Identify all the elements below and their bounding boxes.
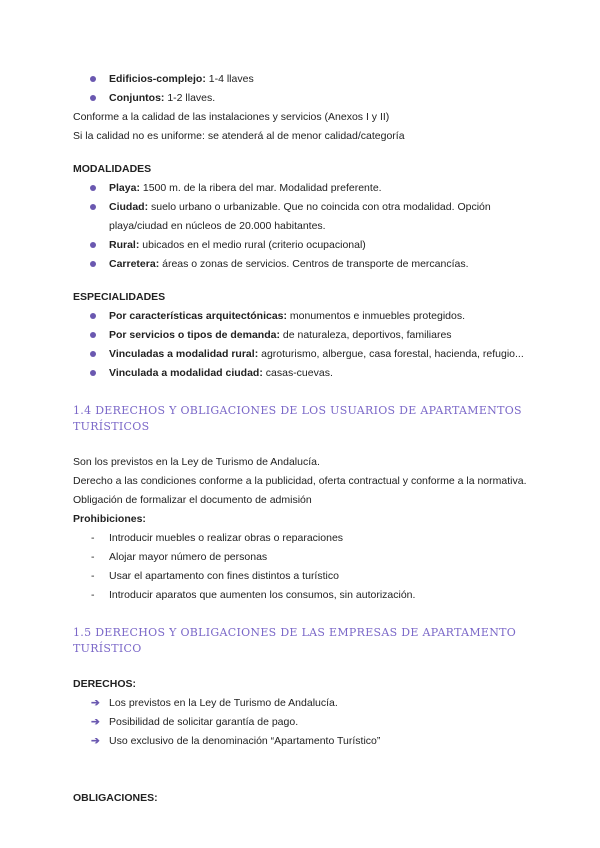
list-item: Vinculada a modalidad ciudad: casas-cuevas. bbox=[73, 364, 543, 383]
bullet-icon bbox=[90, 313, 96, 319]
bullet-icon bbox=[90, 242, 96, 248]
list-item: - Introducir aparatos que aumenten los consumos, sin autorización. bbox=[73, 586, 543, 605]
especialidades-label: ESPECIALIDADES bbox=[73, 291, 166, 303]
modalidades-label: MODALIDADES bbox=[73, 163, 152, 175]
list-item: Por servicios o tipos de demanda: de naturaleza, deportivos, familiares bbox=[73, 326, 543, 345]
dash-icon: - bbox=[91, 570, 95, 582]
list-item: Carretera: áreas o zonas de servicios. Centros de transporte de mercancías. bbox=[73, 255, 543, 274]
dash-icon: - bbox=[91, 589, 95, 601]
paragraph-line: Si la calidad no es uniforme: se atenderá al de menor calidad/categoría bbox=[73, 130, 405, 142]
paragraph-line: Son los previstos en la Ley de Turismo de Andalucía. bbox=[73, 456, 320, 468]
bullet-icon bbox=[90, 332, 96, 338]
section-heading-1-4: 1.4 DERECHOS Y OBLIGACIONES DE LOS USUARIOS DE APARTAMENTOS TURÍSTICOS bbox=[73, 404, 522, 433]
bullet-icon bbox=[90, 351, 96, 357]
list-item: Playa: 1500 m. de la ribera del mar. Modalidad preferente. bbox=[73, 179, 543, 198]
prohibiciones-label: Prohibiciones: bbox=[73, 513, 146, 525]
arrow-right-icon: ➔ bbox=[91, 735, 100, 747]
prohibiciones-list bbox=[73, 529, 543, 605]
list-item: Vinculadas a modalidad rural: agroturismo, albergue, casa forestal, hacienda, refugio... bbox=[73, 345, 543, 364]
list-item: Por características arquitectónicas: monumentos e inmuebles protegidos. bbox=[73, 307, 543, 326]
paragraph-line: Derecho a las condiciones conforme a la publicidad, oferta contractual y conforme a la normativa. bbox=[73, 475, 527, 487]
top-list bbox=[73, 70, 543, 108]
bullet-icon bbox=[90, 76, 96, 82]
especialidades-list bbox=[73, 307, 543, 383]
arrow-right-icon: ➔ bbox=[91, 716, 100, 728]
list-item: ➔ Posibilidad de solicitar garantía de pago. bbox=[73, 713, 543, 732]
dash-icon: - bbox=[91, 551, 95, 563]
section-heading-1-5: 1.5 DERECHOS Y OBLIGACIONES DE LAS EMPRESAS DE APARTAMENTO TURÍSTICO bbox=[73, 626, 517, 655]
derechos-list bbox=[73, 694, 543, 751]
dash-icon: - bbox=[91, 532, 95, 544]
list-item: Edificios-complejo: 1-4 llaves bbox=[73, 70, 543, 89]
derechos-label: DERECHOS: bbox=[73, 678, 137, 690]
paragraph-line: Conforme a la calidad de las instalaciones y servicios (Anexos I y II) bbox=[73, 111, 390, 123]
document-content bbox=[73, 70, 543, 808]
list-item: ➔ Uso exclusivo de la denominación “Apartamento Turístico” bbox=[73, 732, 543, 751]
paragraph-line: Obligación de formalizar el documento de admisión bbox=[73, 494, 312, 506]
list-item: Ciudad: suelo urbano o urbanizable. Que no coincida con otra modalidad. Opción playa/ciudad en núcleos de 20.000 habitantes. bbox=[73, 198, 543, 236]
list-item: - Introducir muebles o realizar obras o reparaciones bbox=[73, 529, 543, 548]
modalidades-list bbox=[73, 179, 543, 274]
list-item: Rural: ubicados en el medio rural (criterio ocupacional) bbox=[73, 236, 543, 255]
bullet-icon bbox=[90, 204, 96, 210]
bullet-icon bbox=[90, 261, 96, 267]
bullet-icon bbox=[90, 370, 96, 376]
list-item: - Alojar mayor número de personas bbox=[73, 548, 543, 567]
obligaciones-label: OBLIGACIONES: bbox=[73, 792, 158, 804]
list-item: Conjuntos: 1-2 llaves. bbox=[73, 89, 543, 108]
list-item: - Usar el apartamento con fines distintos a turístico bbox=[73, 567, 543, 586]
list-item: ➔ Los previstos en la Ley de Turismo de Andalucía. bbox=[73, 694, 543, 713]
bullet-icon bbox=[90, 95, 96, 101]
arrow-right-icon: ➔ bbox=[91, 697, 100, 709]
bullet-icon bbox=[90, 185, 96, 191]
